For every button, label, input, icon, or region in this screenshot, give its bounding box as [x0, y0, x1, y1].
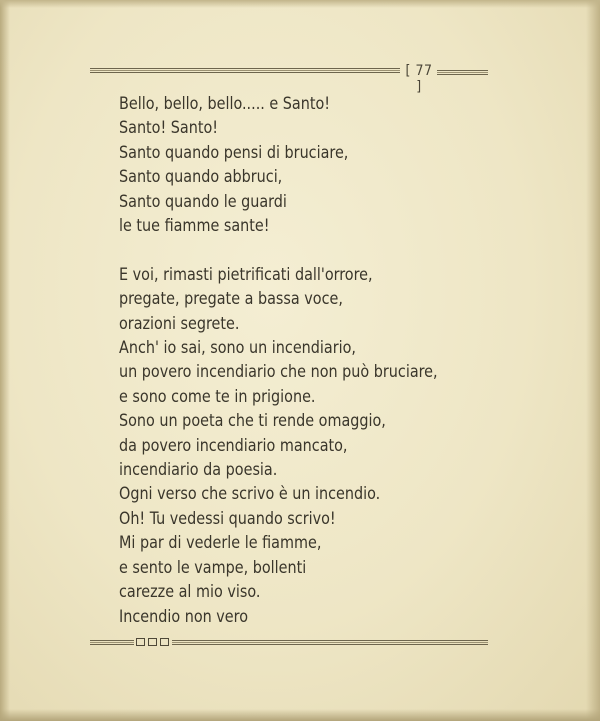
- stanza-break: [119, 238, 579, 262]
- page-edge-shadow-bottom: [0, 709, 600, 721]
- poem-line: Incendio non vero: [119, 606, 249, 627]
- poem-line: Santo quando abbruci,: [119, 167, 283, 188]
- page-number: [ 77 ]: [405, 63, 433, 95]
- header-rule-right: [437, 70, 488, 75]
- poem-line: Santo quando pensi di bruciare,: [119, 142, 349, 163]
- page-edge-shadow-right: [586, 0, 600, 721]
- poem-line: Santo quando le guardi: [119, 191, 287, 212]
- poem-line: un povero incendiario che non può bruciare,: [119, 362, 438, 383]
- poem-line: e sono come te in prigione.: [119, 386, 316, 407]
- footer-ornament: [136, 638, 169, 646]
- poem-line: Ogni verso che scrivo è un incendio.: [119, 484, 381, 505]
- poem-line: da povero incendiario mancato,: [119, 435, 348, 456]
- ornament-box-icon: [148, 638, 157, 646]
- poem-line: orazioni segrete.: [119, 313, 240, 334]
- footer-rule-right: [172, 640, 488, 645]
- poem-line: Santo! Santo!: [119, 118, 219, 139]
- poem-line: Bello, bello, bello..... e Santo!: [119, 94, 331, 114]
- poem-line: E voi, rimasti pietrificati dall'orrore,: [119, 264, 373, 285]
- poem-line: e sento le vampe, bollenti: [119, 557, 307, 578]
- poem-line: Sono un poeta che ti rende omaggio,: [119, 411, 386, 432]
- poem-text: [119, 92, 579, 629]
- poem-line: Mi par di vederle le fiamme,: [119, 533, 322, 554]
- ornament-box-icon: [160, 638, 169, 646]
- poem-line: pregate, pregate a bassa voce,: [119, 289, 343, 310]
- poem-line: Oh! Tu vedessi quando scrivo!: [119, 508, 336, 529]
- footer-rule-left: [90, 640, 134, 645]
- poem-line: carezze al mio viso.: [119, 582, 261, 603]
- header-rule-left: [90, 68, 400, 73]
- ornament-box-icon: [136, 638, 145, 646]
- page-edge-shadow-top: [0, 0, 600, 8]
- poem-line: le tue fiamme sante!: [119, 216, 270, 237]
- poem-line: Anch' io sai, sono un incendiario,: [119, 338, 356, 359]
- page-edge-shadow-left: [0, 0, 10, 721]
- poem-line: incendiario da poesia.: [119, 460, 278, 481]
